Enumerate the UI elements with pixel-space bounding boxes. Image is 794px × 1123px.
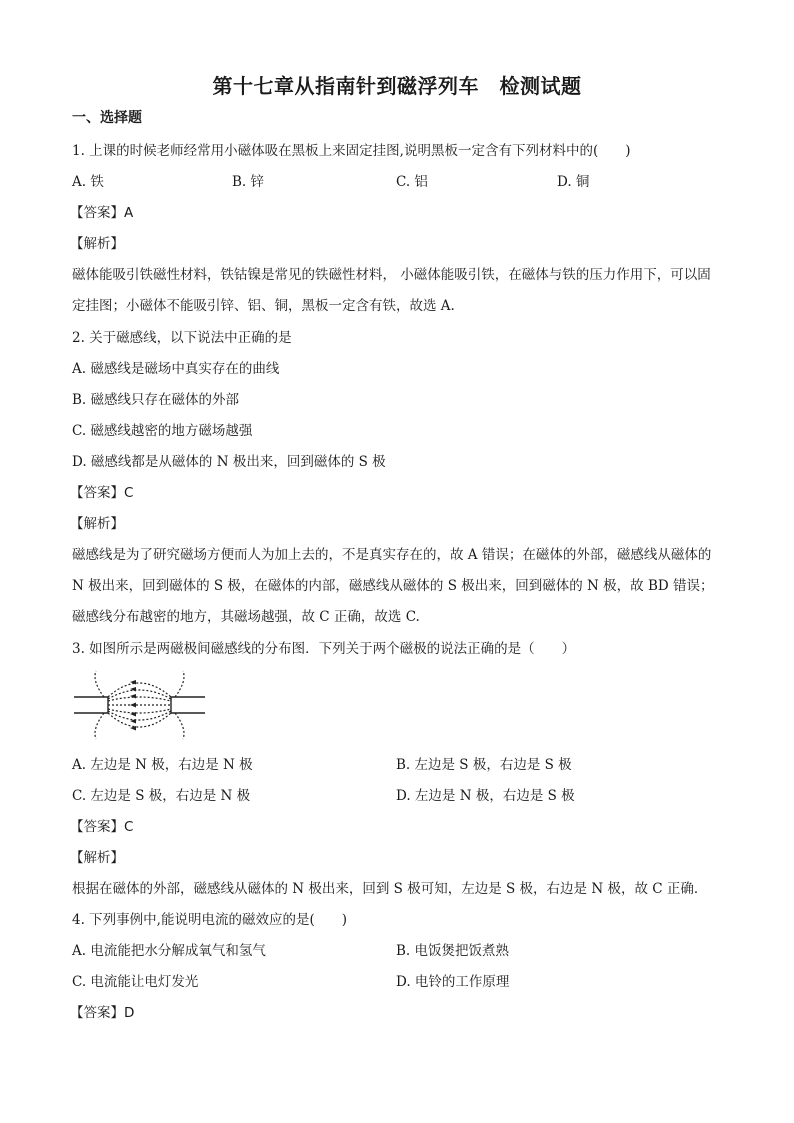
field-line-lower-2	[108, 711, 171, 720]
field-line-lower-right-outer	[175, 713, 184, 739]
q1-analysis-text: 磁体能吸引铁磁性材料，铁钴镍是常见的铁磁性材料， 小磁体能吸引铁，在磁体与铁的压力作用下，可以固定挂图；小磁体不能吸引锌、铝、铜，黑板一定含有铁，故选 A.	[72, 267, 711, 314]
answer-label: 【答案】	[70, 485, 124, 501]
q4-option-d: D. 电铃的工作原理	[396, 974, 510, 990]
answer-value: C	[124, 485, 134, 501]
field-line-upper-right-outer	[175, 671, 184, 697]
q2-option-d: D. 磁感线都是从磁体的 N 极出来，回到磁体的 S 极	[72, 454, 386, 470]
answer-value: D	[124, 1005, 135, 1021]
question-1-stem: 1. 上课的时候老师经常用小磁体吸在黑板上来固定挂图,说明黑板一定含有下列材料中的( )	[72, 143, 631, 159]
q2-option-a: A. 磁感线是磁场中真实存在的曲线	[72, 361, 280, 377]
answer-value: A	[124, 205, 134, 221]
answer-label: 【答案】	[70, 819, 124, 835]
q4-answer	[70, 1003, 134, 1023]
field-line-upper-1	[108, 697, 171, 701]
page-title: 第十七章从指南针到磁浮列车 检测试题	[212, 74, 582, 98]
right-magnet-bar	[171, 697, 205, 713]
q4-option-c: C. 电流能让电灯发光	[72, 974, 199, 990]
q2-option-b: B. 磁感线只存在磁体的外部	[72, 392, 240, 408]
q2-option-c: C. 磁感线越密的地方磁场越强	[72, 423, 253, 439]
q4-option-a: A. 电流能把水分解成氧气和氢气	[72, 943, 266, 959]
field-line-lower-left-outer	[95, 713, 104, 739]
q3-option-a: A. 左边是 N 极，右边是 N 极	[72, 757, 253, 773]
arrow-center	[130, 703, 136, 708]
q3-option-c: C. 左边是 S 极，右边是 N 极	[72, 788, 251, 804]
section-heading: 一、选择题	[72, 110, 142, 126]
q3-analysis-text: 根据在磁体的外部，磁感线从磁体的 N 极出来，回到 S 极可知，左边是 S 极，右边是 N 极，故 C 正确．	[72, 881, 708, 897]
q1-option-a: A. 铁	[72, 174, 104, 190]
q4-option-b: B. 电饭煲把饭煮熟	[396, 943, 510, 959]
answer-label: 【答案】	[70, 205, 124, 221]
q2-analysis-text: 磁感线是为了研究磁场方便而人为加上去的，不是真实存在的，故 A 错误；在磁体的外部，磁感线从磁体的 N 极出来，回到磁体的 S 极，在磁体的内部，磁感线从磁体的 S 极出来，回到磁体的 N 极，故 BD 错误；磁感线分布越密的地方，其磁场越强，故 C 正确，故选 C.	[72, 547, 714, 625]
question-4-stem: 4. 下列事例中,能说明电流的磁效应的是( )	[72, 912, 347, 928]
magnetic-field-lines-diagram	[72, 667, 207, 742]
answer-value: C	[124, 819, 134, 835]
question-3-stem: 3. 如图所示是两磁极间磁感线的分布图．下列关于两个磁极的说法正确的是（ ）	[72, 641, 576, 657]
q2-answer	[70, 483, 133, 503]
field-line-upper-left-outer	[95, 671, 104, 697]
answer-label: 【答案】	[70, 1005, 124, 1021]
q1-analysis-label: 【解析】	[70, 236, 124, 252]
arrow-upper-1	[130, 694, 136, 699]
q1-option-c: C. 铝	[396, 174, 428, 190]
left-magnet-bar	[74, 697, 108, 713]
field-line-lower-1	[108, 709, 171, 713]
q3-option-d: D. 左边是 N 极，右边是 S 极	[396, 788, 575, 804]
q3-option-b: B. 左边是 S 极，右边是 S 极	[396, 757, 572, 773]
question-2-stem: 2. 关于磁感线，以下说法中正确的是	[72, 330, 292, 346]
q2-analysis-label: 【解析】	[70, 516, 124, 532]
q3-analysis-label: 【解析】	[70, 850, 124, 866]
q1-answer	[70, 203, 133, 223]
field-line-upper-2	[108, 690, 171, 699]
q1-option-b: B. 锌	[232, 174, 265, 190]
q1-option-d: D. 铜	[557, 174, 590, 190]
q3-answer	[70, 817, 133, 837]
